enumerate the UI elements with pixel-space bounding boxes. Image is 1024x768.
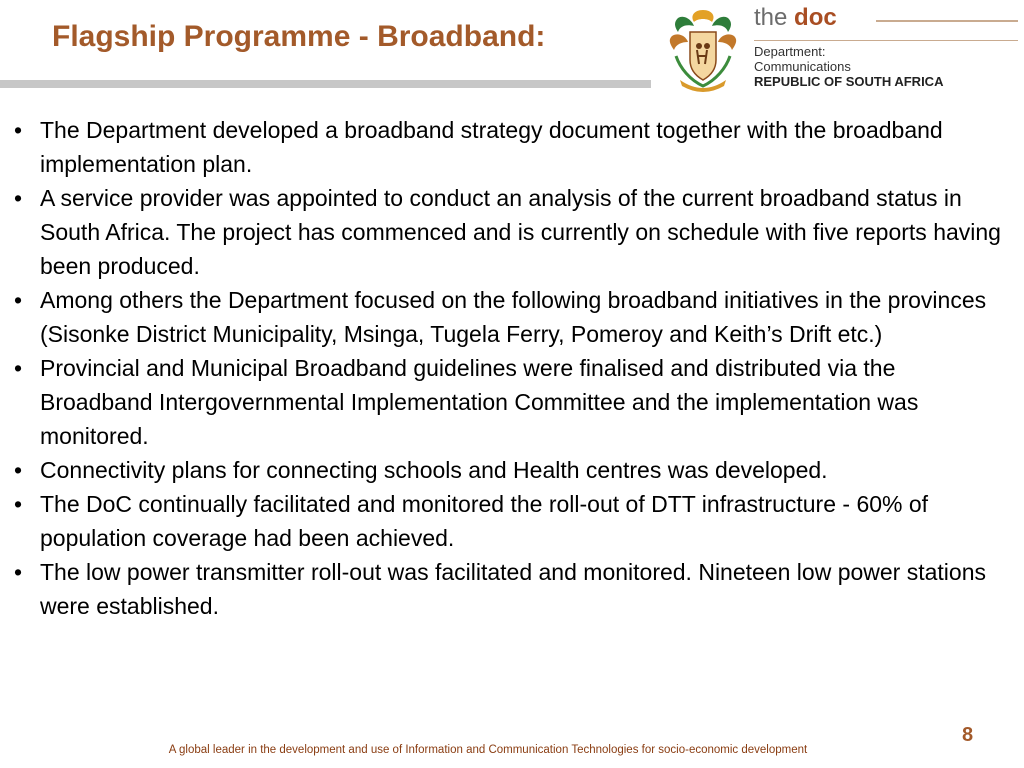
bullet-point: • bbox=[14, 457, 23, 483]
brand-the: the bbox=[754, 4, 788, 31]
list-item-text: Connectivity plans for connecting schools and Health centres was developed. bbox=[40, 457, 828, 483]
bullet-point: • bbox=[14, 287, 23, 313]
page-number: 8 bbox=[962, 724, 974, 746]
list-item-text: The Department developed a broadband strategy document together with the broadband implementation plan. bbox=[40, 117, 943, 177]
coat-of-arms-icon bbox=[664, 6, 742, 94]
brand-wordmark bbox=[754, 4, 837, 32]
ministry-label: Communications bbox=[754, 59, 851, 74]
list-item bbox=[14, 487, 1014, 555]
list-item-text: Provincial and Municipal Broadband guidelines were finalised and distributed via the Broadband Intergovernmental Implementation Committee and the implementation was monitored. bbox=[40, 355, 919, 449]
department-logo bbox=[660, 4, 1022, 96]
footer-tagline: A global leader in the development and use of Information and Communication Technologies for socio-economic development bbox=[168, 744, 808, 756]
list-item bbox=[14, 555, 1014, 623]
bullet-point: • bbox=[14, 559, 23, 585]
bullet-point: • bbox=[14, 117, 23, 143]
list-item bbox=[14, 113, 1014, 181]
brand-divider bbox=[876, 20, 1018, 22]
brand-doc: doc bbox=[794, 4, 837, 31]
country-label: REPUBLIC OF SOUTH AFRICA bbox=[754, 74, 944, 89]
list-item bbox=[14, 283, 1014, 351]
department-label: Department: bbox=[754, 44, 826, 59]
list-item-text: Among others the Department focused on the following broadband initiatives in the provinces (Sisonke District Municipality, Msinga, Tugela Ferry, Pomeroy and Keith’s Drift etc.) bbox=[40, 287, 987, 347]
list-item bbox=[14, 453, 1014, 487]
list-item-text: The DoC continually facilitated and monitored the roll-out of DTT infrastructure - 60% of population coverage had been achieved. bbox=[40, 491, 929, 551]
brand-block bbox=[754, 6, 1020, 96]
list-item bbox=[14, 181, 1014, 283]
bullet-point: • bbox=[14, 185, 23, 211]
bullet-list bbox=[14, 113, 1014, 623]
brand-underline bbox=[754, 40, 1018, 41]
bullet-point: • bbox=[14, 355, 23, 381]
list-item-text: The low power transmitter roll-out was facilitated and monitored. Nineteen low power stations were established. bbox=[40, 559, 986, 619]
title-divider bbox=[0, 80, 651, 88]
list-item-text: A service provider was appointed to conduct an analysis of the current broadband status in South Africa. The project has commenced and is currently on schedule with five reports having been produced. bbox=[40, 185, 1001, 279]
list-item bbox=[14, 351, 1014, 453]
bullet-point: • bbox=[14, 491, 23, 517]
slide-title: Flagship Programme - Broadband: bbox=[52, 20, 546, 53]
